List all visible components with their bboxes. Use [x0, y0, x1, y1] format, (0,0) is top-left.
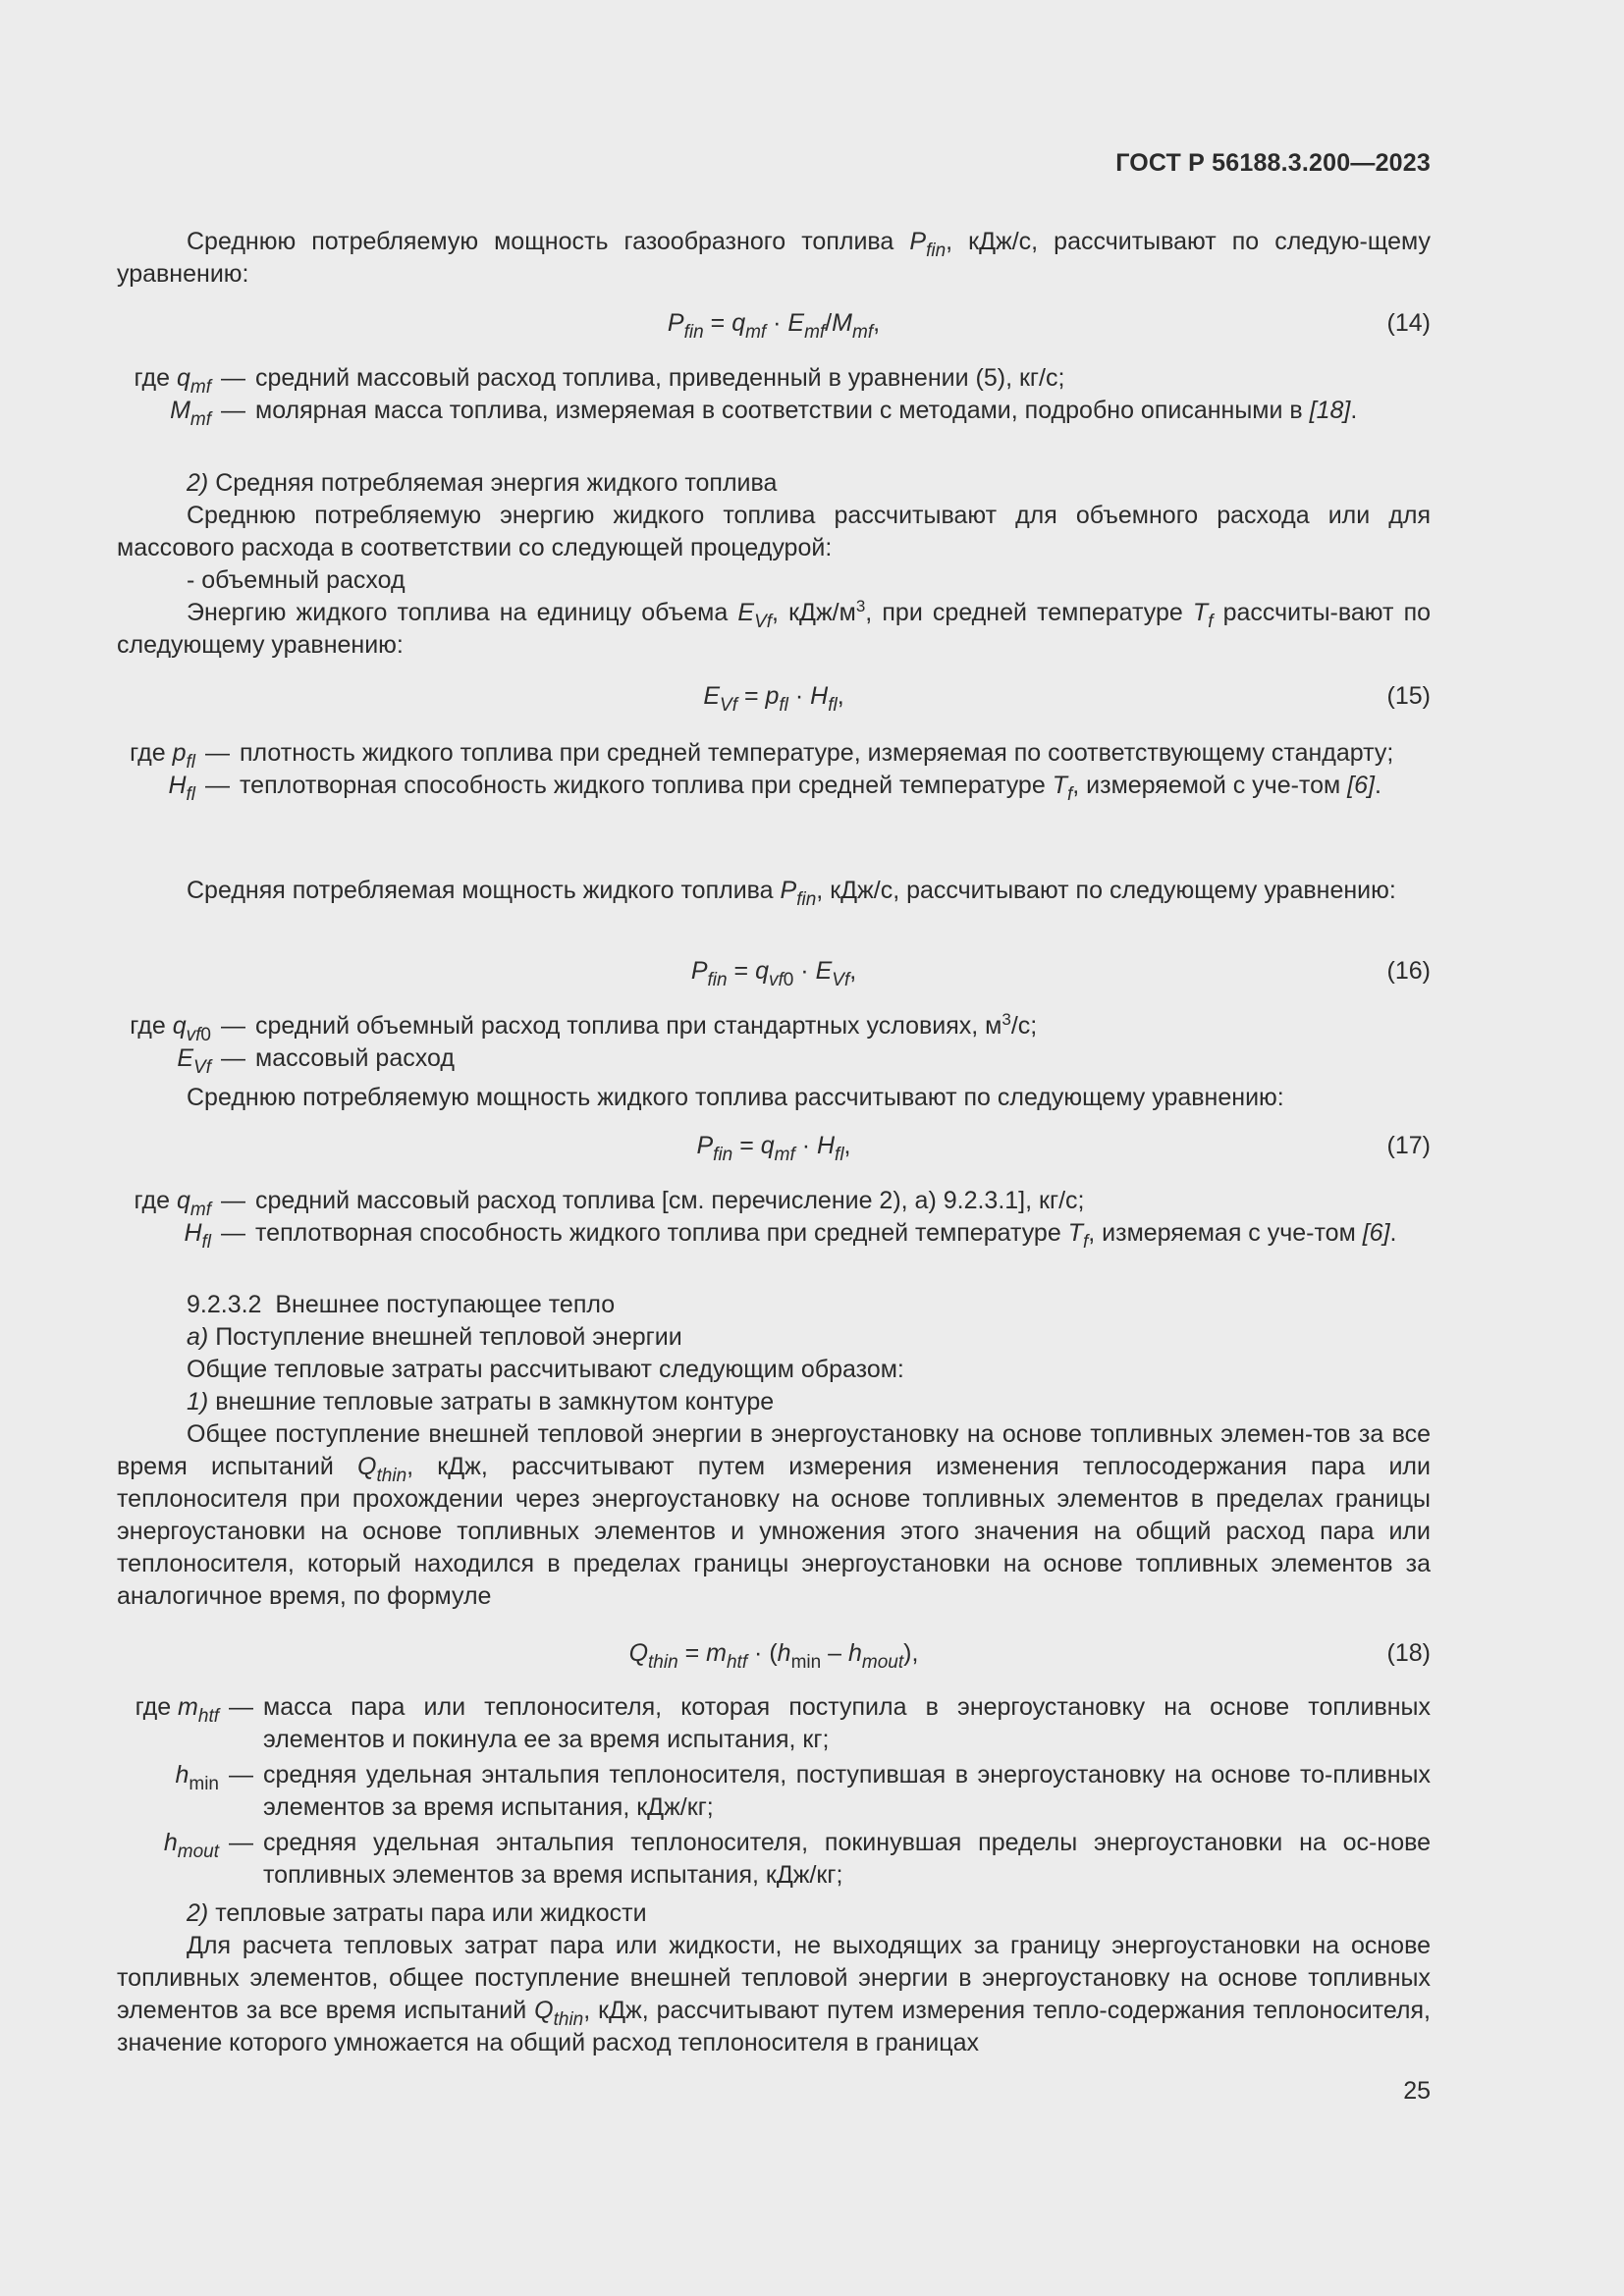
explanation-item: $E_{Vf}$ — массовый расход — [177, 1044, 455, 1078]
explanation-item: где $q_{mf}$ — средний массовый расход топлива [см. перечисление 2), а) 9.2.3.1], кг/с; — [134, 1187, 1085, 1220]
paragraph: Средняя потребляемая мощность жидкого топлива $P_{fin}$, кДж/с, рассчитывают по следующему уравнению: — [187, 877, 1396, 910]
paragraph: Общие тепловые затраты рассчитывают следующим образом: — [187, 1356, 904, 1383]
explanation-item: $h_{min}$ — средняя удельная энтальпия теплоносителя, поступившая в энергоустановку на основе то-пливных элементов за время испытания, кДж/кг; — [175, 1761, 1431, 1821]
formula-number: (17) — [1386, 1132, 1431, 1159]
text-block-6 — [117, 1897, 1431, 2059]
explanation-item: где $m_{htf}$ — масса пара или теплоносителя, которая поступила в энергоустановку на основе топливных элементов и покинула ее за время испытания, кг; — [135, 1693, 1431, 1753]
formula-expression: $E_{Vf} = p_{fl} \cdot H_{fl}$, — [703, 682, 844, 716]
paragraph: - объемный расход — [187, 566, 406, 594]
explanation-18 — [117, 1691, 1431, 1892]
paragraph: Среднюю потребляемую мощность жидкого топлива рассчитывают по следующему уравнению: — [187, 1084, 1284, 1111]
explanation-item: где $q_{mf}$ — средний массовый расход топлива, приведенный в уравнении (5), кг/с; — [134, 364, 1065, 398]
formula-number: (18) — [1386, 1639, 1431, 1667]
formula-expression: $P_{fin} = q_{mf} \cdot E_{mf}/M_{mf}$, — [667, 309, 881, 343]
paragraph: Общее поступление внешней тепловой энергии в энергоустановку на основе топливных элемен-тов за все время испытаний $Q_{thin}$, кДж, рассчитывают путем измерения изменения теплосодержания пара или теплоносителя при прохождении через энергоустановку на основе топливных элементов в пределах границы энергоустановки на основе топливных элементов и умножения этого значения на общий расход пара или теплоносителя, который находился в пределах границы энергоустановки на основе топливных элементов за аналогичное время, по формуле — [117, 1420, 1431, 1610]
formula-expression: $P_{fin} = q_{mf} \cdot H_{fl}$, — [696, 1132, 851, 1165]
list-item: а) Поступление внешней тепловой энергии — [187, 1323, 682, 1351]
list-item: 2) тепловые затраты пара или жидкости — [187, 1899, 647, 1927]
explanation-item: $h_{mout}$ — средняя удельная энтальпия теплоносителя, покинувшая пределы энергоустановки на ос-нове топливных элементов за время испытания, кДж/кг; — [163, 1829, 1431, 1889]
text-block-5 — [117, 1289, 1431, 1613]
text-block-2 — [117, 467, 1431, 662]
explanation-item: $H_{fl}$ — теплотворная способность жидкого топлива при средней температуре $T_f$, измеряемой с уче-том [6]. — [168, 772, 1381, 805]
paragraph: Среднюю потребляемую мощность газообразного топлива $P_{fin}$, кДж/с, рассчитывают по следую-щему уравнению: — [117, 228, 1431, 288]
list-item: 1) внешние тепловые затраты в замкнутом контуре — [187, 1388, 775, 1415]
explanation-16 — [117, 1010, 1431, 1078]
section-heading: 9.2.3.2 Внешнее поступающее тепло — [187, 1291, 616, 1318]
explanation-item: где $q_{vf0}$ — средний объемный расход топлива при стандартных условиях, $м^3/с$; — [130, 1010, 1038, 1045]
paragraph: Для расчета тепловых затрат пара или жидкости, не выходящих за границу энергоустановки на основе топливных элементов, общее поступление внешней тепловой энергии в энергоустановку на основе топливных элементов за все время испытаний $Q_{thin}$, кДж, рассчитывают путем измерения тепло-содержания теплоносителя, значение которого умножается на общий расход теплоносителя в границах — [117, 1932, 1431, 2056]
paragraph: Энергию жидкого топлива на единицу объема $E_{Vf}$, кДж/$м^3$, при средней температуре $T_f$ рассчиты-вают по следующему уравнению: — [117, 597, 1432, 659]
formula-number: (16) — [1386, 957, 1431, 985]
explanation-item: $H_{fl}$ — теплотворная способность жидкого топлива при средней температуре $T_f$, измеряемая с уче-том [6]. — [184, 1219, 1397, 1253]
explanation-17 — [117, 1185, 1431, 1253]
formula-14 — [117, 307, 1431, 343]
formula-17 — [117, 1130, 1431, 1165]
formula-expression: $P_{fin} = q_{vf0} \cdot E_{Vf}$, — [690, 957, 857, 990]
text-block-3 — [117, 875, 1431, 910]
explanation-item: $M_{mf}$ — молярная масса топлива, измеряемая в соответствии с методами, подробно описанными в [18]. — [170, 397, 1358, 430]
text-block-1 — [117, 226, 1431, 291]
formula-16 — [117, 955, 1431, 988]
list-item: 2) Средняя потребляемая энергия жидкого топлива — [187, 469, 778, 497]
formula-18 — [117, 1637, 1431, 1673]
formula-15 — [117, 680, 1431, 716]
formula-number: (15) — [1386, 682, 1431, 710]
formula-number: (14) — [1386, 309, 1431, 337]
explanation-item: где $p_{fl}$ — плотность жидкого топлива при средней температуре, измеряемая по соответствующему стандарту; — [130, 739, 1394, 773]
document-header: ГОСТ Р 56188.3.200—2023 — [1115, 149, 1431, 177]
page-number: 25 — [1403, 2077, 1431, 2105]
formula-expression: $Q_{thin} = m_{htf} \cdot (h_{min} - h_{mout})$, — [628, 1639, 919, 1673]
explanation-14 — [117, 362, 1431, 430]
explanation-15 — [117, 737, 1431, 805]
paragraph: Среднюю потребляемую энергию жидкого топлива рассчитывают для объемного расхода или для массового расхода в соответствии со следующей процедурой: — [117, 502, 1431, 561]
text-block-4 — [117, 1082, 1431, 1114]
